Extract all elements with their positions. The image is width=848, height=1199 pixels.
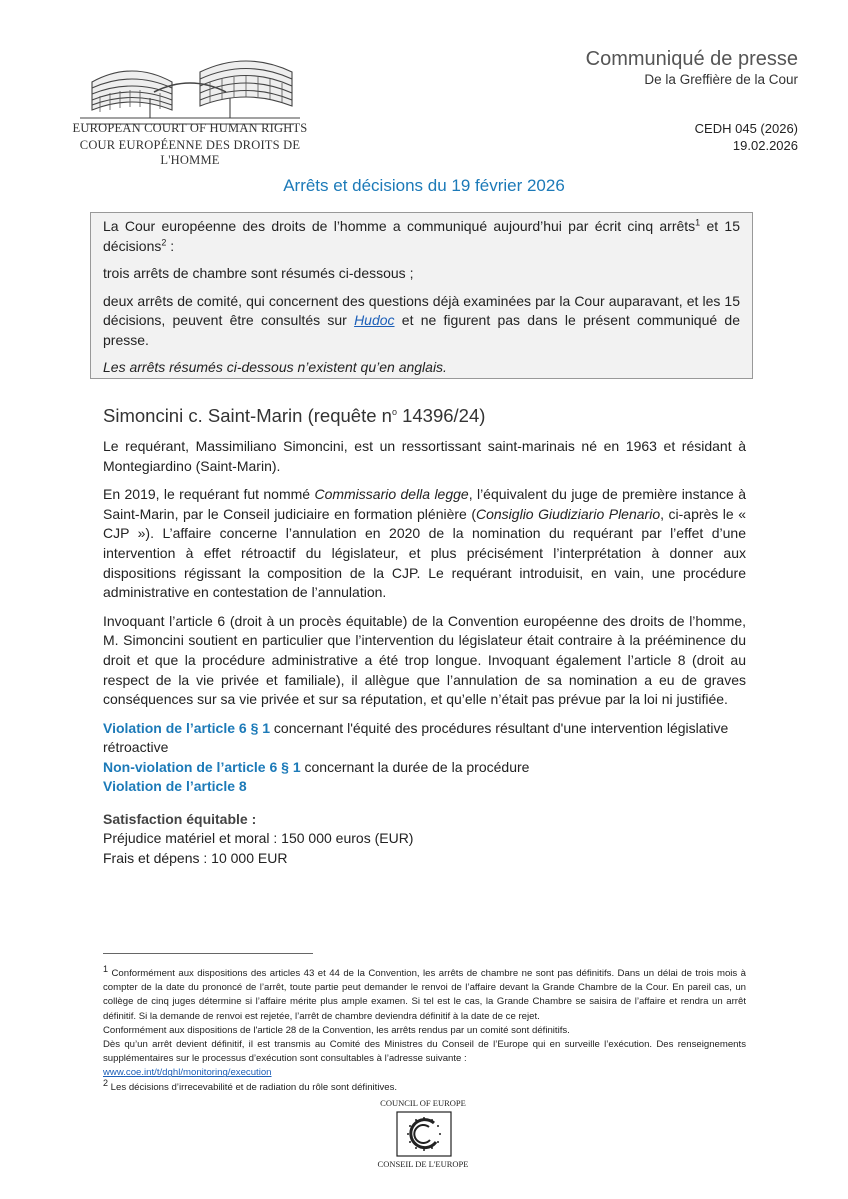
council-of-europe-logo: [396, 1111, 452, 1157]
coe-name-fr: CONSEIL DE L'EUROPE: [377, 1159, 469, 1169]
hudoc-link[interactable]: Hudoc: [354, 312, 395, 328]
footnotes: [103, 963, 746, 1095]
footnote-1-committee: Conformément aux dispositions de l'article 28 de la Convention, les arrêts rendus par un comité sont définitifs.: [103, 1024, 570, 1036]
summary-box: [90, 212, 753, 379]
damages-line: Préjudice matériel et moral : 150 000 euros (EUR): [103, 830, 414, 847]
coe-name-en: COUNCIL OF EUROPE: [380, 1098, 466, 1108]
footnote-2: $^2$ Les décisions d’irrecevabilité et de radiation du rôle sont définitives.: [103, 1077, 398, 1093]
release-reference: CEDH 045 (2026): [694, 121, 798, 136]
costs-line: Frais et dépens : 10 000 EUR: [103, 849, 288, 866]
page-title: Arrêts et décisions du 19 février 2026: [283, 176, 565, 195]
court-name-fr: COUR EUROPÉENNE DES DROITS DE L'HOMME: [79, 138, 301, 167]
case-title: Simoncini c. Saint-Marin (requête $n^o$ 14396/24): [103, 405, 486, 426]
footnote-ref-1[interactable]: 1: [695, 217, 701, 228]
press-release-title: Communiqué de presse: [585, 48, 798, 70]
case-paragraph-facts: En 2019, le requérant fut nommé Commissario della legge, l’équivalent du juge de première instance à Saint-Marin, par le Conseil judiciaire en formation plénière (Consiglio Giudiziario Plenario, ci-après le « CJP »). L’affaire concerne l’annulation en 2020 de la nomination du requérant par l’effet d’une intervention à effet rétroactif du législateur, et plus précisément l’interprétation à donner aux dispositions régissant la composition de la CJP. Le requérant introduisit, en vain, une procédure administrative en contestation de l’annulation.: [103, 486, 747, 601]
english-only-note: Les arrêts résumés ci-dessous n’existent qu’en anglais.: [103, 359, 447, 375]
verdicts: [103, 719, 746, 797]
case-body: [103, 437, 746, 868]
verdict-line: Violation de l’article 6 § 1 concernant l'équité des procédures résultant d'une intervention législative rétroactive: [103, 719, 729, 756]
release-date: 19.02.2026: [732, 138, 798, 153]
intro-paragraph: La Cour européenne des droits de l’homme a communiqué aujourd’hui par écrit cinq arrêts$^1$ et 15 décisions$^2$ :: [103, 217, 740, 254]
footnote-1: $^1$ Conformément aux dispositions des articles 43 et 44 de la Convention, les arrêts de chambre ne sont pas définitifs. Dans un délai de trois mois à compter de la date du prononcé de l’arrêt, toute partie peut demander le renvoi de l’affaire devant la Grande Chambre de la Cour. En pareil cas, un collège de cinq juges détermine si l’affaire mérite plus ample examen. Si tel est le cas, la Grande Chambre se saisira de l’affaire et rendra un arrêt définitif. Si la demande de renvoi est rejetée, l’arrêt de chambre deviendra définitif à la date de ce rejet.: [103, 963, 746, 1022]
court-name-en: EUROPEAN COURT OF HUMAN RIGHTS: [72, 121, 308, 135]
verdict-line: Violation de l’article 8: [103, 778, 247, 795]
just-satisfaction-title: Satisfaction équitable :: [103, 810, 257, 827]
footnote-1-execution: Dès qu’un arrêt devient définitif, il est transmis au Comité des Ministres du Conseil de l’Europe qui en surveille l’exécution. Des renseignements supplémentaires sur le processus d’exécution sont consultables à l’adresse suivante :: [103, 1039, 746, 1065]
just-satisfaction: [103, 810, 746, 869]
verdict-line: Non-violation de l’article 6 § 1 concernant la durée de la procédure: [103, 758, 530, 775]
case-paragraph-applicant: Le requérant, Massimiliano Simoncini, est un ressortissant saint-marinais né en 1963 et résidant à Montegiardino (Saint-Marin).: [103, 438, 746, 474]
case-paragraph-complaints: Invoquant l’article 6 (droit à un procès équitable) de la Convention européenne des droits de l’homme, M. Simoncini soutient en particulier que l’intervention du législateur était contraire à la prééminence du droit et que la procédure administrative a été trop longue. Invoquant également l’article 8 (droit au respect de la vie privée et familiale), il allègue que l’annulation de sa nomination a eu de graves conséquences sur sa vie privée et sur sa réputation, et qu’elle n’était pas prévue par la loi ni justifiée.: [103, 612, 746, 708]
footnote-ref-2[interactable]: 2: [161, 236, 167, 247]
press-release-subtitle: De la Greffière de la Cour: [644, 72, 798, 87]
footnote-divider: [103, 953, 313, 954]
committee-judgments-note: deux arrêts de comité, qui concernent des questions déjà examinées par la Cour auparavant, et les 15 décisions, peuvent être consultés sur Hudoc et ne figurent pas dans le présent communiqué de presse.: [103, 292, 740, 348]
execution-link[interactable]: www.coe.int/t/dghl/monitoring/execution: [103, 1067, 272, 1079]
chamber-judgments-note: trois arrêts de chambre sont résumés ci-dessous ;: [103, 265, 414, 281]
